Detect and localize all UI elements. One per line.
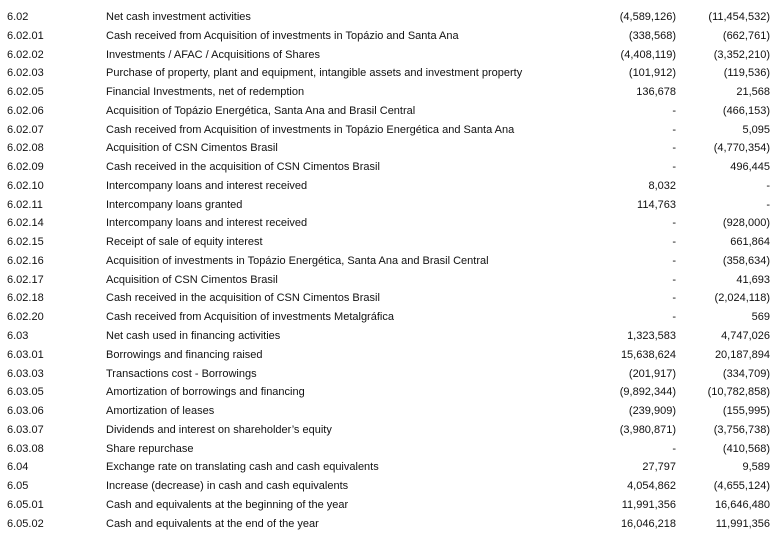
- account-code: 6.02.10: [7, 179, 44, 192]
- table-row: [0, 214, 783, 233]
- value-current-year: -: [672, 311, 676, 324]
- table-row: [0, 440, 783, 459]
- value-current-year: 1,323,583: [627, 330, 676, 343]
- account-description: Borrowings and financing raised: [106, 348, 263, 361]
- value-prior-year: (10,782,858): [707, 386, 770, 399]
- table-row: [0, 46, 783, 65]
- value-prior-year: (4,770,354): [713, 142, 770, 155]
- account-code: 6.03.07: [7, 423, 44, 436]
- value-current-year: (4,589,126): [619, 11, 676, 23]
- value-prior-year: (466,153): [722, 104, 770, 117]
- value-prior-year: (155,995): [722, 405, 770, 418]
- account-code: 6.03: [7, 330, 29, 343]
- account-description: Dividends and interest on shareholder’s equity: [106, 423, 332, 436]
- table-row: [0, 308, 783, 327]
- table-row: [0, 402, 783, 421]
- account-code: 6.02.20: [7, 311, 44, 324]
- value-prior-year: (3,352,210): [713, 48, 770, 61]
- value-current-year: -: [672, 273, 676, 286]
- account-description: Acquisition of Topázio Energética, Santa Ana and Brasil Central: [106, 104, 416, 117]
- value-current-year: 27,797: [642, 461, 676, 474]
- table-row: [0, 515, 783, 534]
- account-code: 6.02.05: [7, 86, 44, 99]
- table-row: [0, 158, 783, 177]
- table-row: [0, 421, 783, 440]
- value-prior-year: (410,568): [722, 442, 770, 455]
- table-row: [0, 477, 783, 496]
- table-row: [0, 252, 783, 271]
- value-prior-year: (2,024,118): [714, 292, 770, 305]
- value-current-year: 16,046,218: [620, 517, 676, 530]
- value-prior-year: 9,589: [742, 461, 770, 474]
- account-code: 6.02.09: [7, 161, 44, 174]
- value-current-year: 136,678: [636, 86, 676, 99]
- account-description: Intercompany loans granted: [106, 198, 243, 211]
- table-row: [0, 458, 783, 477]
- account-code: 6.04: [7, 461, 29, 474]
- value-prior-year: 21,568: [736, 86, 770, 99]
- value-current-year: -: [672, 292, 676, 305]
- value-current-year: -: [672, 161, 676, 174]
- account-description: Cash and equivalents at the beginning of the year: [106, 498, 349, 511]
- value-current-year: -: [672, 442, 676, 455]
- value-current-year: 15,638,624: [620, 348, 676, 361]
- value-current-year: -: [672, 236, 676, 249]
- account-description: Acquisition of CSN Cimentos Brasil: [106, 142, 278, 155]
- account-code: 6.02.07: [7, 123, 44, 136]
- account-code: 6.03.06: [7, 405, 44, 418]
- account-description: Net cash used in financing activities: [106, 330, 281, 343]
- account-description: Transactions cost - Borrowings: [106, 367, 257, 380]
- value-current-year: -: [672, 142, 676, 155]
- table-row: [0, 327, 783, 346]
- account-code: 6.03.01: [7, 348, 44, 361]
- value-prior-year: (928,000): [722, 217, 770, 230]
- value-prior-year: (662,761): [722, 29, 770, 42]
- account-description: Intercompany loans and interest received: [106, 179, 308, 192]
- account-code: 6.02: [7, 11, 29, 23]
- value-prior-year: (119,536): [723, 67, 770, 80]
- value-current-year: 114,763: [637, 198, 676, 211]
- account-code: 6.03.03: [7, 367, 44, 380]
- table-row: [0, 496, 783, 515]
- account-description: Investments / AFAC / Acquisitions of Shares: [106, 48, 320, 61]
- value-prior-year: 20,187,894: [714, 348, 770, 361]
- value-prior-year: 41,693: [736, 273, 770, 286]
- table-row: [0, 271, 783, 290]
- account-description: Share repurchase: [106, 442, 194, 455]
- account-code: 6.02.14: [7, 217, 44, 230]
- value-prior-year: 569: [751, 311, 770, 324]
- table-row: [0, 102, 783, 121]
- account-code: 6.03.05: [7, 386, 44, 399]
- value-current-year: -: [672, 217, 676, 230]
- account-description: Cash received in the acquisition of CSN Cimentos Brasil: [106, 292, 380, 305]
- account-description: Cash received in the acquisition of CSN Cimentos Brasil: [106, 161, 380, 174]
- account-description: Amortization of borrowings and financing: [106, 386, 305, 399]
- value-prior-year: 661,864: [730, 236, 770, 249]
- account-description: Receipt of sale of equity interest: [106, 236, 263, 249]
- account-description: Cash received from Acquisition of investments in Topázio and Santa Ana: [106, 29, 459, 42]
- table-row: [0, 8, 783, 27]
- value-current-year: 4,054,862: [627, 480, 676, 493]
- table-row: [0, 139, 783, 158]
- account-description: Acquisition of investments in Topázio Energética, Santa Ana and Brasil Central: [106, 254, 489, 267]
- account-code: 6.03.08: [7, 442, 44, 455]
- value-current-year: -: [672, 123, 676, 136]
- table-row: [0, 289, 783, 308]
- value-current-year: (239,909): [628, 405, 676, 418]
- value-current-year: (101,912): [628, 67, 676, 80]
- value-current-year: 11,991,356: [621, 498, 676, 511]
- value-current-year: (338,568): [628, 29, 676, 42]
- table-row: [0, 196, 783, 215]
- value-prior-year: 5,095: [742, 123, 770, 136]
- value-current-year: (4,408,119): [620, 48, 676, 61]
- table-row: [0, 346, 783, 365]
- account-description: Cash received from Acquisition of investments in Topázio Energética and Santa Ana: [106, 123, 515, 136]
- account-code: 6.02.15: [7, 236, 44, 249]
- account-description: Exchange rate on translating cash and cash equivalents: [106, 461, 379, 474]
- account-description: Cash and equivalents at the end of the year: [106, 517, 319, 530]
- account-description: Net cash investment activities: [106, 11, 251, 23]
- account-code: 6.02.17: [7, 273, 44, 286]
- account-code: 6.02.03: [7, 67, 44, 80]
- account-code: 6.05.02: [7, 517, 44, 530]
- value-prior-year: (11,454,532): [708, 11, 770, 23]
- account-description: Acquisition of CSN Cimentos Brasil: [106, 273, 278, 286]
- value-prior-year: 496,445: [730, 161, 770, 174]
- value-current-year: (201,917): [628, 367, 676, 380]
- value-current-year: (9,892,344): [619, 386, 676, 399]
- value-prior-year: 11,991,356: [715, 517, 770, 530]
- table-row: [0, 64, 783, 83]
- account-code: 6.02.06: [7, 104, 44, 117]
- account-description: Increase (decrease) in cash and cash equivalents: [106, 480, 349, 493]
- value-current-year: -: [672, 104, 676, 117]
- table-row: [0, 233, 783, 252]
- account-code: 6.02.11: [7, 198, 43, 211]
- account-description: Amortization of leases: [106, 405, 215, 418]
- value-prior-year: (334,709): [722, 367, 770, 380]
- account-code: 6.05: [7, 480, 29, 493]
- cash-flow-table: [0, 8, 783, 533]
- account-code: 6.05.01: [7, 498, 44, 511]
- table-row: [0, 83, 783, 102]
- table-row: [0, 27, 783, 46]
- account-code: 6.02.18: [7, 292, 44, 305]
- account-description: Purchase of property, plant and equipment, intangible assets and investment property: [106, 67, 523, 80]
- table-row: [0, 121, 783, 140]
- value-current-year: -: [672, 254, 676, 267]
- account-description: Intercompany loans and interest received: [106, 217, 308, 230]
- value-current-year: (3,980,871): [619, 423, 676, 436]
- account-code: 6.02.01: [7, 29, 44, 42]
- value-current-year: 8,032: [648, 179, 676, 192]
- account-description: Cash received from Acquisition of investments Metalgráfica: [106, 311, 394, 324]
- value-prior-year: (3,756,738): [713, 423, 770, 436]
- value-prior-year: -: [766, 179, 770, 192]
- account-code: 6.02.16: [7, 254, 44, 267]
- value-prior-year: 4,747,026: [721, 330, 770, 343]
- table-row: [0, 177, 783, 196]
- account-description: Financial Investments, net of redemption: [106, 86, 305, 99]
- table-row: [0, 383, 783, 402]
- account-code: 6.02.02: [7, 48, 44, 61]
- value-prior-year: (4,655,124): [713, 480, 770, 493]
- value-prior-year: (358,634): [722, 254, 770, 267]
- table-row: [0, 365, 783, 384]
- value-prior-year: -: [766, 198, 770, 211]
- value-prior-year: 16,646,480: [714, 498, 770, 511]
- account-code: 6.02.08: [7, 142, 44, 155]
